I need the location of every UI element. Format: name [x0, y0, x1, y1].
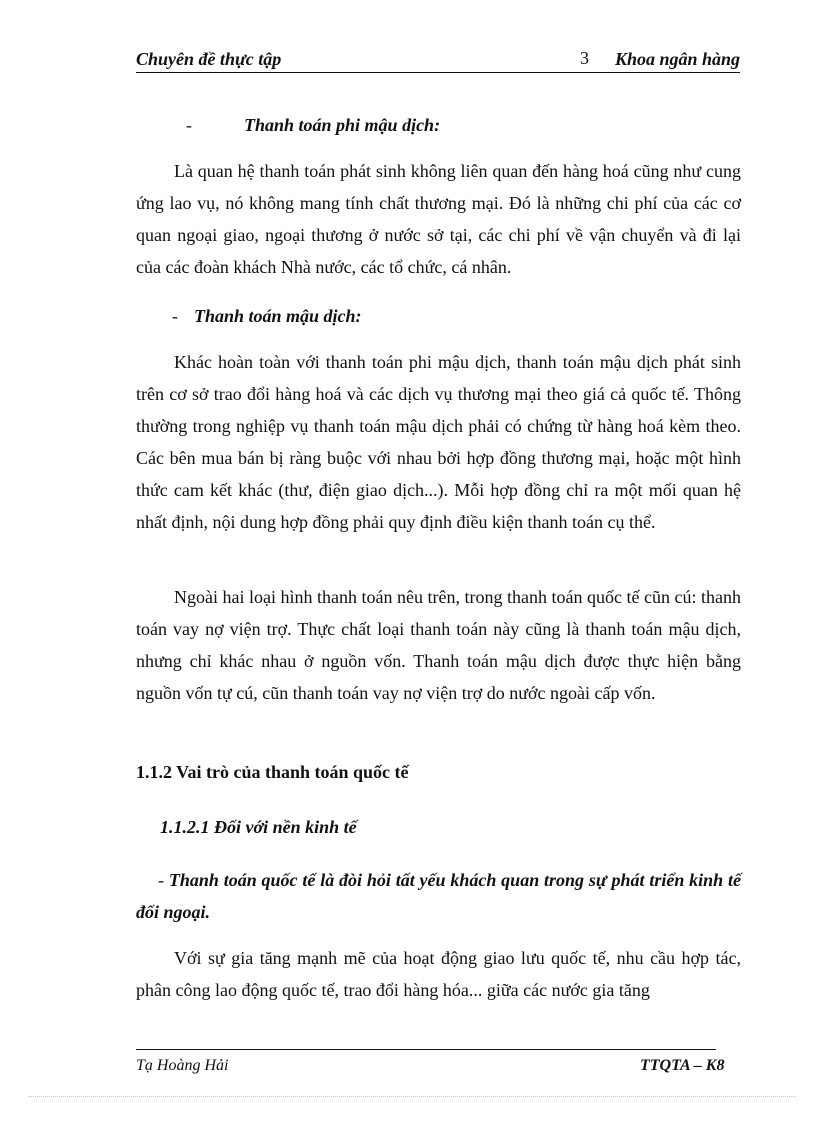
trade-dash: -: [172, 306, 178, 326]
trade-paragraph-2: Ngoài hai loại hình thanh toán nêu trên, trong thanh toán quốc tế cũn cú: thanh toán vay nợ viện trợ. Thực chất loại thanh toán này cũng là thanh toán mậu dịch, nhưng chỉ khác nhau ở nguồn vốn. Thanh toán mậu dịch được thực hiện bằng nguồn vốn tự cú, cũn thanh toán vay nợ viện trợ do nước ngoài cấp vốn.: [136, 587, 741, 703]
page-number: 3: [580, 48, 589, 68]
page-edge-divider: [28, 1096, 796, 1097]
footer-class-code: TTQTA – K8: [640, 1057, 725, 1074]
trade-heading: Thanh toán mậu dịch:: [194, 306, 362, 326]
role-bold-dash: -: [158, 870, 164, 890]
footer-rule: [136, 1049, 716, 1050]
role-heading: 1.1.2 Vai trò của thanh toán quốc tế: [136, 762, 409, 782]
footer-author: Tạ Hoàng Hải: [136, 1057, 229, 1074]
trade-paragraph: Khác hoàn toàn với thanh toán phi mậu dịch, thanh toán mậu dịch phát sinh trên cơ sở trao đổi hàng hoá và các dịch vụ thương mại theo giá cả quốc tế. Thông thường trong nghiệp vụ thanh toán mậu dịch phải có chứng từ hàng hoá kèm theo. Các bên mua bán bị ràng buộc với nhau bởi hợp đồng thương mại, hoặc một hình thức cam kết khác (thư, điện giao dịch...). Mỗi hợp đồng chỉ ra một mối quan hệ nhất định, nội dung hợp đồng phải quy định điều kiện thanh toán cụ thể.: [136, 352, 741, 532]
non-trade-heading: Thanh toán phi mậu dịch:: [244, 115, 441, 135]
role-sub-heading: 1.1.2.1 Đối với nền kinh tế: [160, 817, 357, 837]
header-department: Khoa ngân hàng: [614, 49, 740, 69]
non-trade-paragraph: Là quan hệ thanh toán phát sinh không liên quan đến hàng hoá cũng như cung ứng lao vụ, nó không mang tính chất thương mại. Đó là những chi phí của các cơ quan ngoại giao, ngoại thương ở nước sở tại, các chi phí về vận chuyển và đi lại của các đoàn khách Nhà nước, các tổ chức, cá nhân.: [136, 161, 741, 277]
role-paragraph: Với sự gia tăng mạnh mẽ của hoạt động giao lưu quốc tế, nhu cầu hợp tác, phân công lao động quốc tế, trao đổi hàng hóa... giữa các nước gia tăng: [136, 948, 741, 1000]
role-bold-statement-block: [136, 864, 741, 928]
non-trade-dash: -: [186, 115, 192, 135]
page-header: [136, 48, 740, 73]
role-bold-statement: Thanh toán quốc tế là đòi hỏi tất yếu khách quan trong sự phát triển kinh tế đối ngoại.: [136, 870, 742, 922]
header-title: Chuyên đề thực tập: [136, 49, 282, 69]
